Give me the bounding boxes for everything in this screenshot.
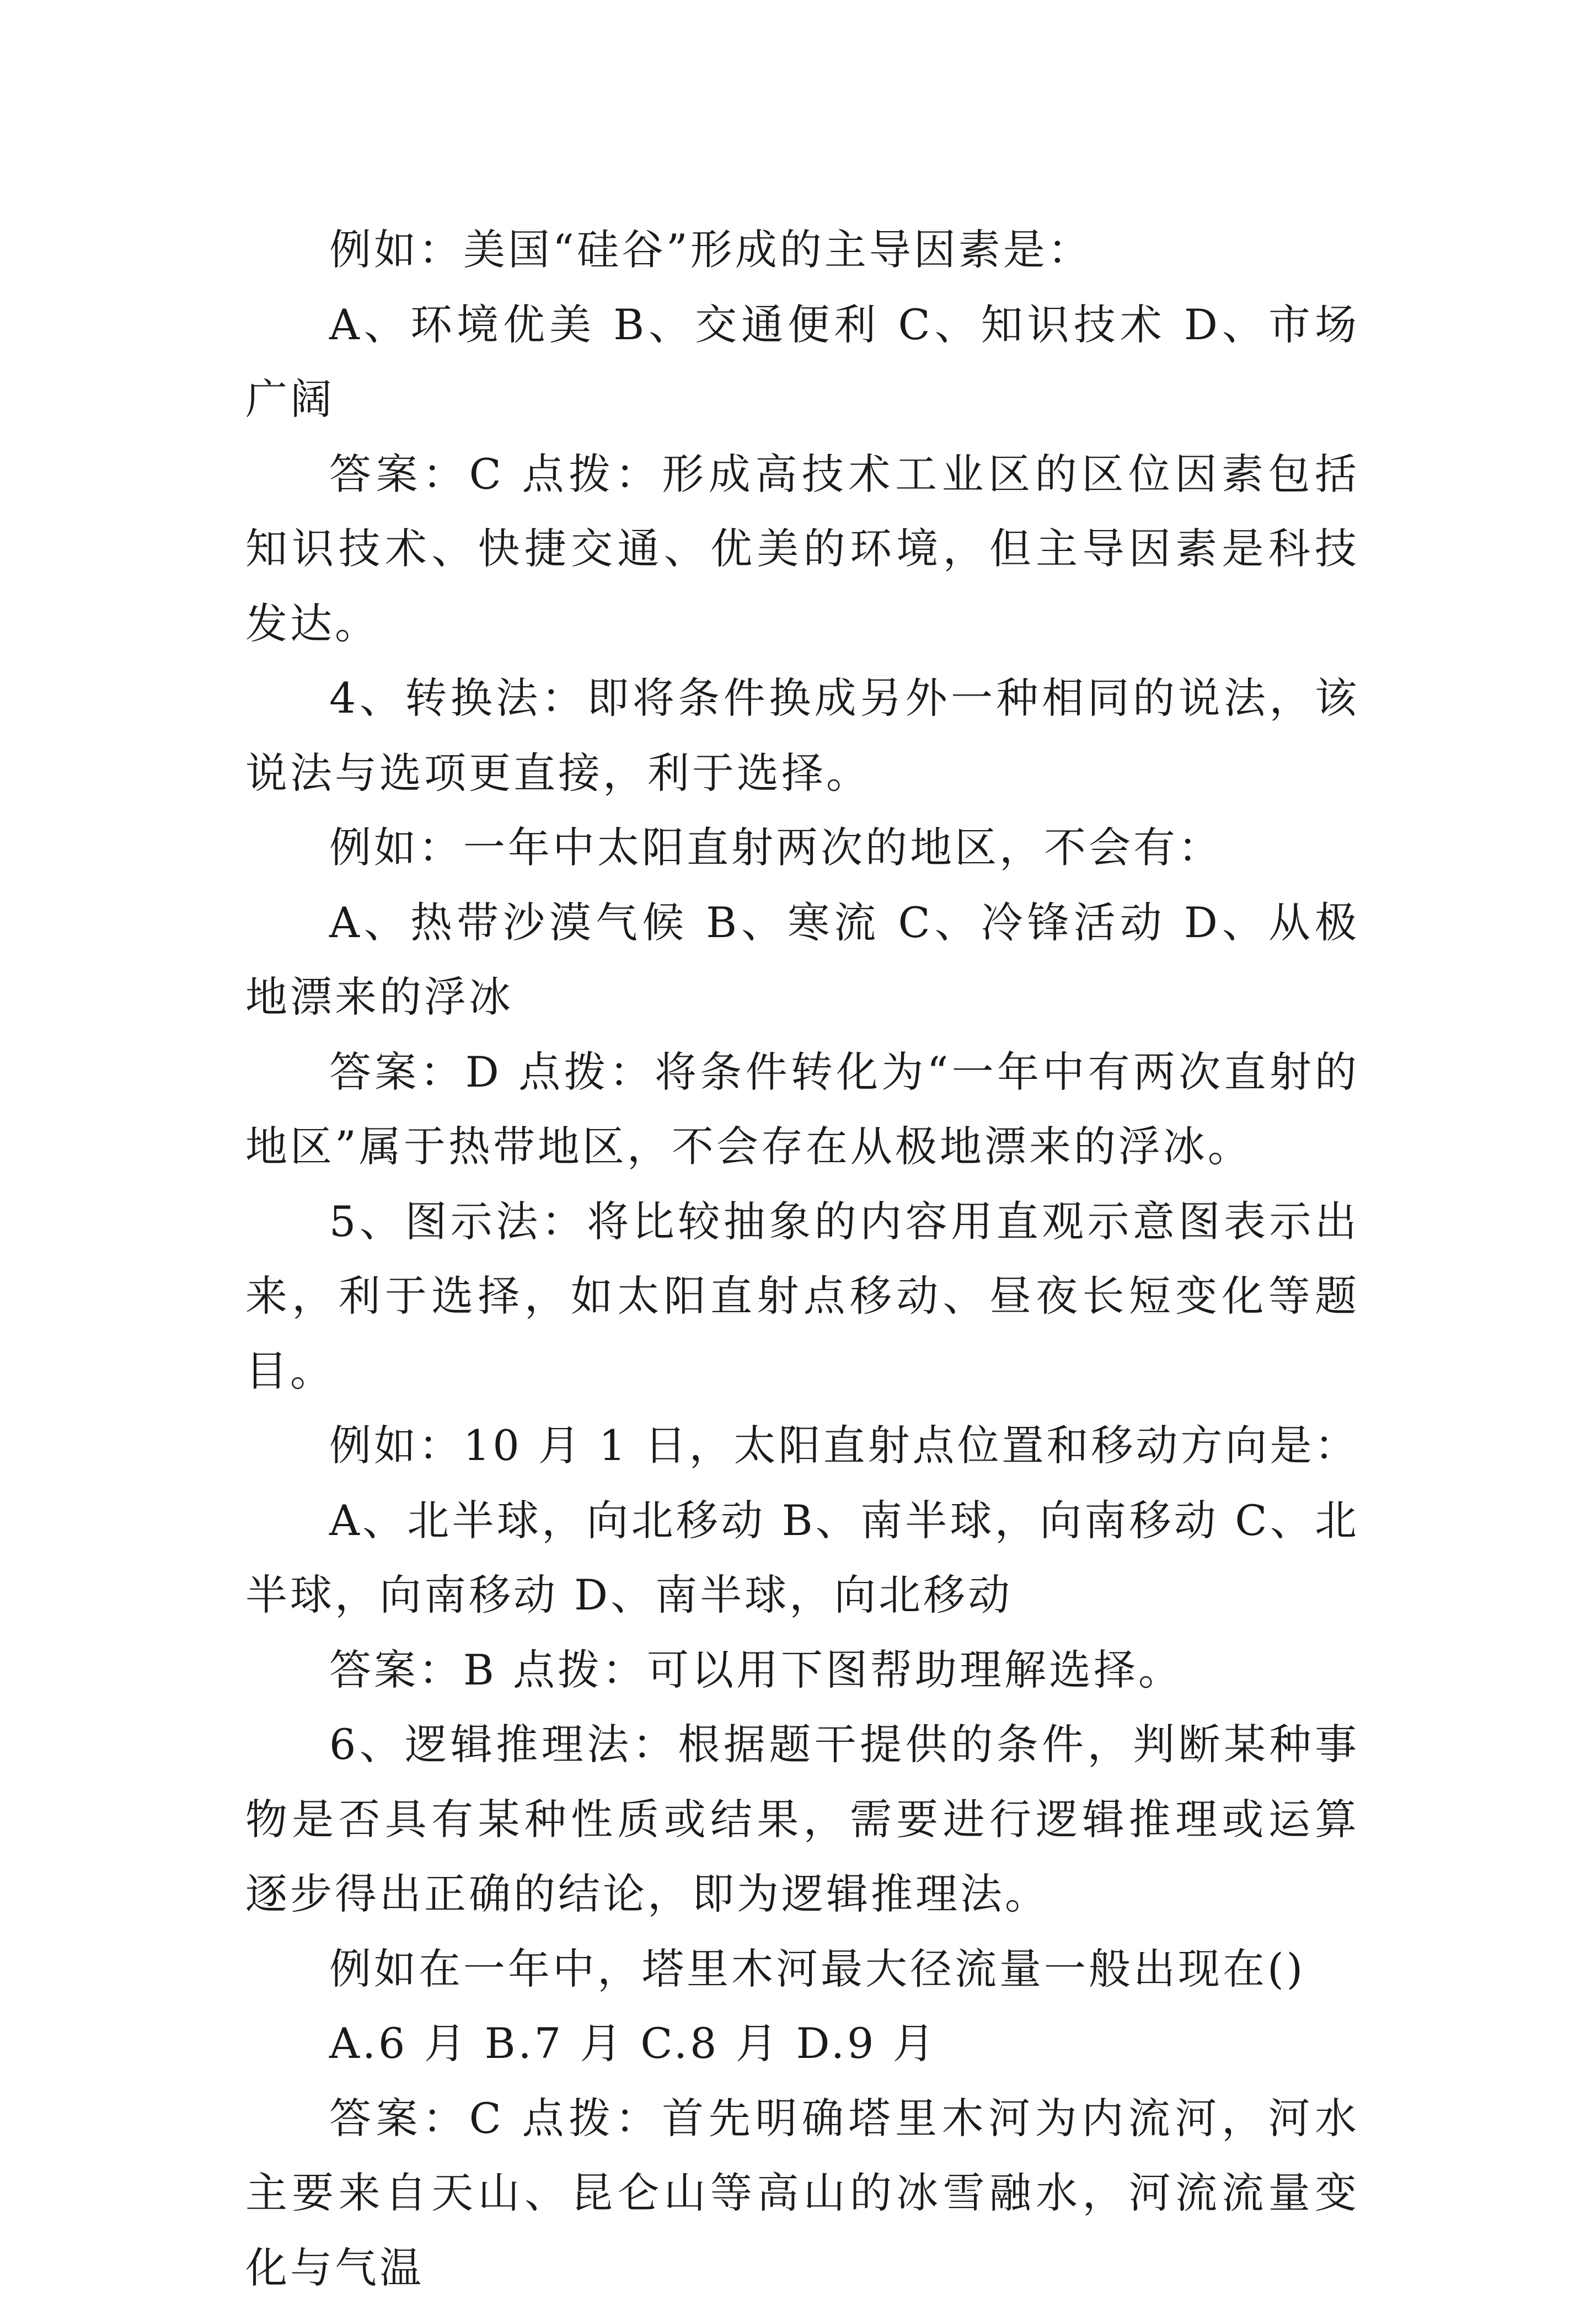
paragraph-method-conversion: 4、转换法：即将条件换成另外一种相同的说法，该说法与选项更直接，利于选择。 (245, 661, 1359, 810)
paragraph-example-october: 例如：10 月 1 日，太阳直射点位置和移动方向是： (245, 1408, 1359, 1483)
paragraph-method-logic: 6、逻辑推理法：根据题干提供的条件，判断某种事物是否具有某种性质或结果，需要进行逻辑推理或运算逐步得出正确的结论，即为逻辑推理法。 (245, 1707, 1359, 1932)
paragraph-answer-3: 答案：B 点拨：可以用下图帮助理解选择。 (245, 1633, 1359, 1708)
body-text (245, 212, 1359, 2305)
paragraph-options-4: A.6 月 B.7 月 C.8 月 D.9 月 (245, 2006, 1359, 2081)
paragraph-options-2: A、热带沙漠气候 B、寒流 C、冷锋活动 D、从极地漂来的浮冰 (245, 885, 1359, 1035)
paragraph-example-silicon-valley: 例如：美国“硅谷”形成的主导因素是： (245, 212, 1359, 287)
paragraph-answer-2: 答案：D 点拨：将条件转化为“一年中有两次直射的地区”属于热带地区，不会存在从极地漂来的浮冰。 (245, 1035, 1359, 1184)
paragraph-options-3: A、北半球，向北移动 B、南半球，向南移动 C、北半球，向南移动 D、南半球，向北移动 (245, 1483, 1359, 1633)
paragraph-example-direct-sun: 例如：一年中太阳直射两次的地区，不会有： (245, 810, 1359, 885)
paragraph-options-1: A、环境优美 B、交通便利 C、知识技术 D、市场广阔 (245, 287, 1359, 437)
paragraph-example-tarim: 例如在一年中，塔里木河最大径流量一般出现在() (245, 1932, 1359, 2007)
paragraph-answer-4: 答案：C 点拨：首先明确塔里木河为内流河，河水主要来自天山、昆仑山等高山的冰雪融水，河流流量变化与气温 (245, 2081, 1359, 2305)
paragraph-answer-1: 答案：C 点拨：形成高技术工业区的区位因素包括知识技术、快捷交通、优美的环境，但主导因素是科技发达。 (245, 437, 1359, 661)
paragraph-method-diagram: 5、图示法：将比较抽象的内容用直观示意图表示出来，利于选择，如太阳直射点移动、昼夜长短变化等题目。 (245, 1184, 1359, 1409)
